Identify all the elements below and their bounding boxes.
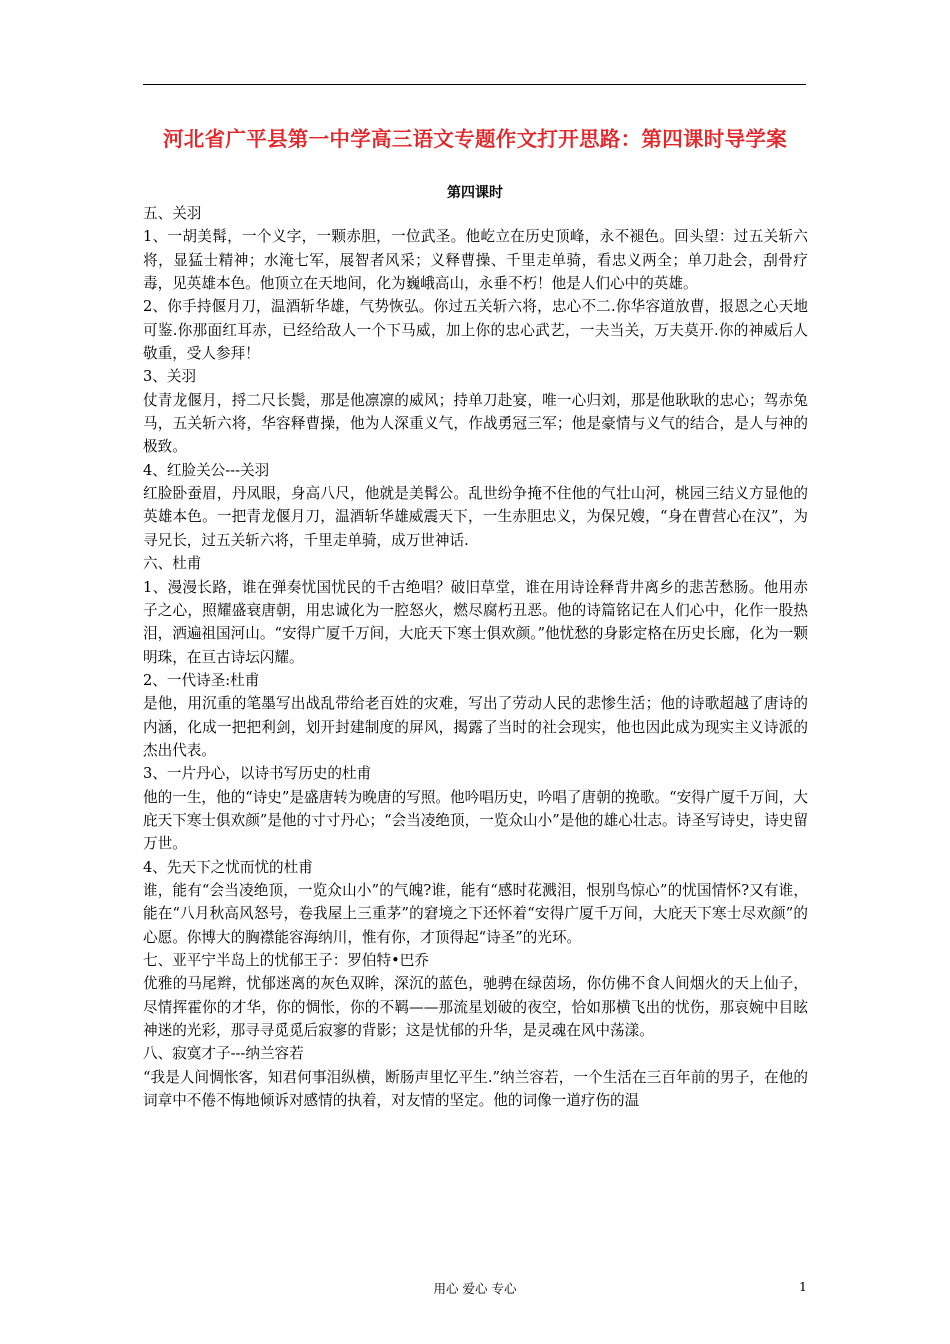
footer-slogan: 用心 爱心 专心 — [433, 1281, 517, 1296]
lesson-subtitle: 第四课时 — [447, 185, 503, 201]
section-heading: 五、关羽 — [143, 205, 202, 222]
header-rule — [143, 84, 806, 85]
item-heading: 2、一代诗圣:杜甫 — [143, 671, 260, 689]
body-paragraph: 谁，能有“会当凌绝顶，一览众山小”的气魄?谁，能有“感时花溅泪，恨别鸟惊心”的忧国情怀?又有谁，能在“八月秋高风怒号，卷我屋上三重茅”的窘境之下还怀着“安得广厦千万间，大庇天下寒士尽欢颜”的心愿。你博大的胸襟能容海纳川，惟有你，才顶得起“诗圣”的光环。 — [143, 881, 808, 946]
section-heading: 七、亚平宁半岛上的忧郁王子：罗伯特•巴乔 — [143, 952, 429, 969]
body-paragraph: 优雅的马尾辫，忧郁迷离的灰色双眸，深沉的蓝色，驰骋在绿茵场，你仿佛不食人间烟火的天上仙子，尽情挥霍你的才华，你的惆怅，你的不羁——那流星划破的夜空，恰如那横飞出的忧伤，那哀婉中目眩神迷的光彩，那寻寻觅觅后寂寥的背影；这是忧郁的升华，是灵魂在风中荡漾。 — [143, 975, 808, 1040]
body-paragraph: 他的一生，他的“诗史”是盛唐转为晚唐的写照。他吟唱历史，吟唱了唐朝的挽歌。“安得广厦千万间，大庇天下寒士俱欢颜”是他的寸寸丹心；“会当凌绝顶，一览众山小”是他的雄心壮志。诗圣写诗史，诗史留万世。 — [143, 788, 808, 853]
body-paragraph: 2、你手持偃月刀，温酒斩华雄，气势恢弘。你过五关斩六将，忠心不二.你华容道放曹，报恩之心天地可鉴.你那面红耳赤，已经给敌人一个下马威，加上你的忠心武艺，一夫当关，万夫莫开.你的神威后人敬重，受人参拜！ — [143, 298, 808, 363]
body-paragraph: 仗青龙偃月，捋二尺长鬓，那是他凛凛的威风；持单刀赴宴，唯一心归刘，那是他耿耿的忠心；驾赤兔马，五关斩六将，华容释曹操，他为人深重义气，作战勇冠三军；他是豪情与义气的结合，是人与神的极致。 — [143, 391, 808, 456]
document-title: 河北省广平县第一中学高三语文专题作文打开思路：第四课时导学案 — [163, 127, 787, 151]
body-paragraph: 1、漫漫长路，谁在弹奏忧国忧民的千古绝唱？破旧草堂，谁在用诗诠释背井离乡的悲苦愁肠。他用赤子之心，照耀盛衰唐朝，用忠诚化为一腔怒火，燃尽腐朽丑恶。他的诗篇铭记在人们心中，化作一股热泪，洒遍祖国河山。“安得广厦千万间，大庇天下寒士俱欢颜。”他忧愁的身影定格在历史长廊，化为一颗明珠，在亘古诗坛闪耀。 — [143, 578, 808, 666]
item-heading: 3、关羽 — [143, 368, 197, 386]
body-paragraph: 1、一胡美髯，一个义字，一颗赤胆，一位武圣。他屹立在历史顶峰，永不褪色。回头望：过五关斩六将，显猛士精神；水淹七军，展智者风采；义释曹操、千里走单骑，看忠义两全；单刀赴会，刮骨疗毒，见英雄本色。他顶立在天地间，化为巍峨高山，永垂不朽！他是人们心中的英雄。 — [143, 228, 808, 293]
page-number: 1 — [799, 1279, 807, 1294]
body-paragraph: 红脸卧蚕眉，丹凤眼，身高八尺，他就是美髯公。乱世纷争掩不住他的气壮山河，桃园三结义方显他的英雄本色。一把青龙偃月刀，温酒斩华雄威震天下，一生赤胆忠义，为保兄嫂，“身在曹营心在汉”，为寻兄长，过五关斩六将，千里走单骑，成万世神话. — [143, 485, 808, 549]
item-heading: 4、先天下之忧而忧的杜甫 — [143, 858, 313, 876]
section-heading: 六、杜甫 — [143, 555, 202, 573]
body-paragraph: “我是人间惆怅客，知君何事泪纵横，断肠声里忆平生.”纳兰容若，一个生活在三百年前的男子，在他的词章中不倦不悔地倾诉对感情的执着，对友情的坚定。他的词像一道疗伤的温 — [143, 1068, 808, 1110]
document-body — [143, 202, 808, 1112]
section-heading: 八、寂寞才子---纳兰容若 — [143, 1045, 304, 1063]
item-heading: 3、一片丹心，以诗书写历史的杜甫 — [143, 765, 372, 783]
body-paragraph: 是他，用沉重的笔墨写出战乱带给老百姓的灾难，写出了劳动人民的悲惨生活；他的诗歌超越了唐诗的内涵，化成一把把利剑，划开封建制度的屏风，揭露了当时的社会现实，他也因此成为现实主义诗派的杰出代表。 — [143, 695, 808, 759]
item-heading: 4、红脸关公---关羽 — [143, 461, 270, 479]
